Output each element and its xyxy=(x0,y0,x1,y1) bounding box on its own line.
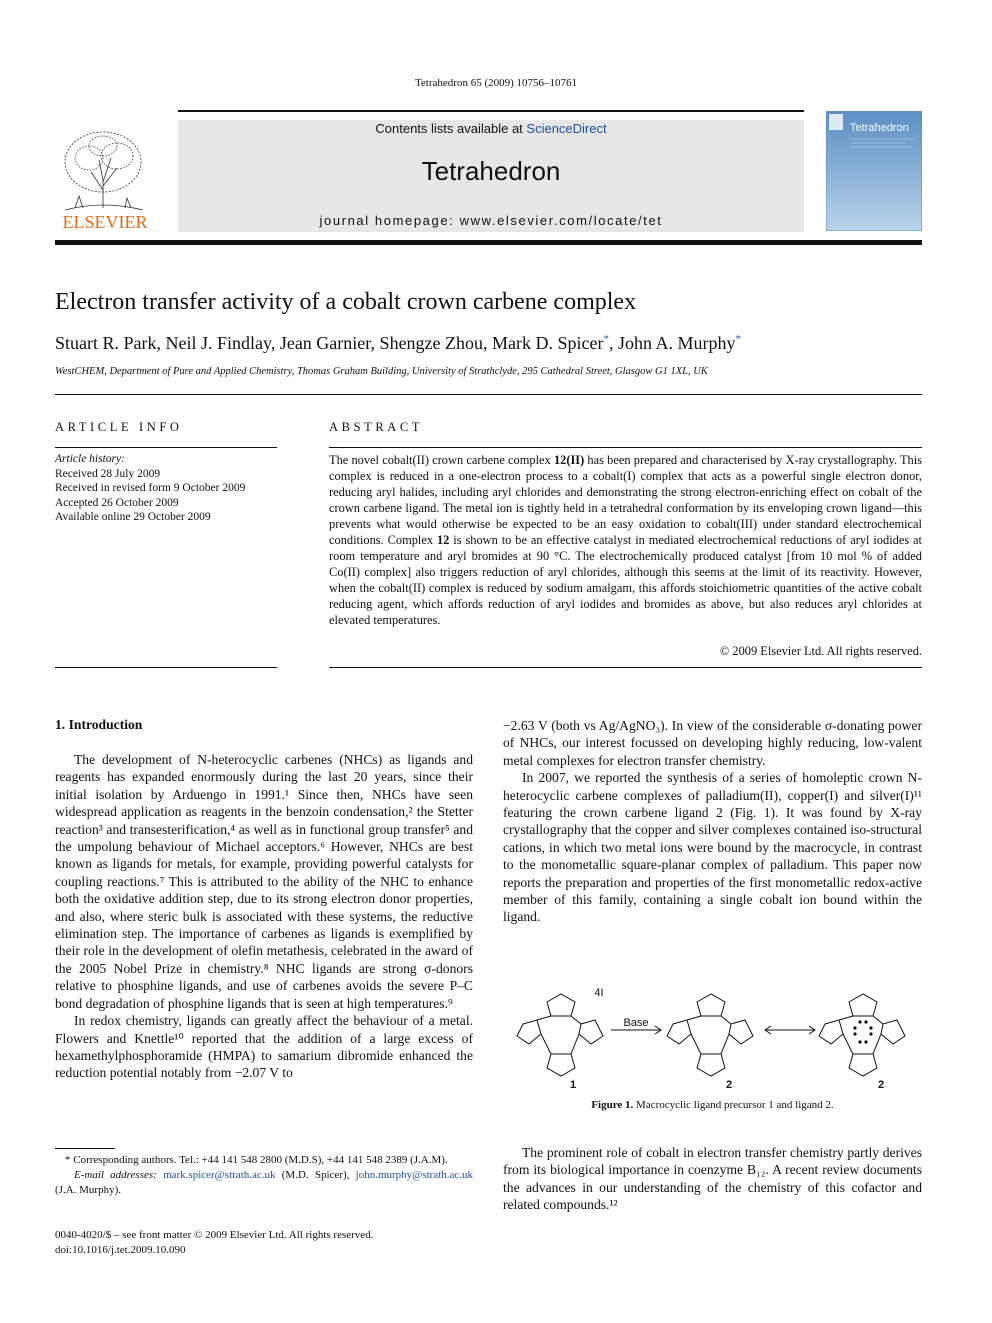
authors-separator: , xyxy=(609,333,618,353)
contents-line xyxy=(178,121,804,136)
divider xyxy=(55,447,277,448)
caption-text: Macrocyclic ligand precursor 1 and ligand 2. xyxy=(633,1099,834,1111)
divider xyxy=(55,667,277,668)
issn-line: 0040-4020/$ – see front matter © 2009 Elsevier Ltd. All rights reserved. xyxy=(55,1229,374,1241)
email-footnote xyxy=(55,1168,473,1198)
journal-cover-thumbnail xyxy=(826,111,922,231)
email-owner: (J.A. Murphy). xyxy=(55,1184,121,1196)
journal-reference: Tetrahedron 65 (2009) 10756–10761 xyxy=(414,77,578,89)
macrocycle-2a xyxy=(667,994,753,1076)
compound-label: 1 xyxy=(569,1079,577,1091)
header-thick-rule xyxy=(55,240,922,245)
article-history xyxy=(55,452,277,525)
history-received: Received 28 July 2009 xyxy=(55,467,161,480)
abstract-text xyxy=(329,452,922,628)
body-column-left xyxy=(55,751,473,1082)
email-owner: (M.D. Spicer), xyxy=(275,1169,356,1181)
abstract-heading: ABSTRACT xyxy=(329,420,424,434)
compound-number: 12 xyxy=(436,533,450,547)
compound-label: 2 xyxy=(725,1079,733,1091)
figure-1-scheme xyxy=(503,980,922,1092)
sciencedirect-link[interactable]: ScienceDirect xyxy=(526,121,607,136)
history-label: Article history: xyxy=(55,453,125,465)
compound-number: 12(II) xyxy=(553,453,585,467)
paragraph: In redox chemistry, ligands can greatly affect the behaviour of a metal. Flowers and Knettle¹⁰ reported that the addition of a large excess of hexamethylphosphoramide (HMPA) to samarium dibromide enhanced the reduction potential notably from −2.07 V to xyxy=(55,1013,473,1081)
history-online: Available online 29 October 2009 xyxy=(55,511,211,523)
figure-1-caption xyxy=(503,1099,922,1111)
header-top-rule xyxy=(178,110,804,112)
abstract-text-a: The novel cobalt(II) crown carbene complex xyxy=(329,453,554,467)
history-accepted: Accepted 26 October 2009 xyxy=(55,496,179,509)
email-link-spicer[interactable]: mark.spicer@strath.ac.uk xyxy=(163,1169,276,1181)
elsevier-wordmark: ELSEVIER xyxy=(62,212,148,232)
divider xyxy=(329,447,922,448)
footnotes xyxy=(55,1153,473,1198)
macrocycle-1 xyxy=(517,994,603,1076)
cover-title: Tetrahedron xyxy=(850,122,909,134)
corresponding-footnote: * Corresponding authors. Tel.: +44 141 548 2800 (M.D.S), +44 141 548 2389 (J.A.M). xyxy=(65,1154,448,1166)
email-link-murphy[interactable]: john.murphy@strath.ac.uk xyxy=(355,1169,473,1181)
authors-part1: Stuart R. Park, Neil J. Findlay, Jean Garnier, Shengze Zhou, Mark D. Spicer xyxy=(55,333,604,353)
abstract-copyright: © 2009 Elsevier Ltd. All rights reserved. xyxy=(719,644,922,658)
paragraph: The development of N-heterocyclic carbenes (NHCs) as ligands and reagents has expanded enormously during the last 20 years, since their initial isolation by Arduengo in 1991.¹ Since then, NHCs have seen widespread application as reagents in the benzoin condensation,² the Stetter reaction³ and transesterification,⁴ as well as in functional group transfer⁵ and the umpolung behaviour of Michael acceptors.⁶ However, NHCs are best known as ligands for metals, for example, providing powerful catalysts for coupling reactions.⁷ This is attributed to the ability of the NHC to enhance both the oxidative addition step, due to its strong electron donor properties, and also, where steric bulk is associated with these systems, the reductive elimination step. The importance of carbenes as ligands is exemplified by their role in the development of olefin metathesis, celebrated in the award of the 2005 Nobel Prize in chemistry.⁸ NHC ligands are strong σ-donors relative to phosphine ligands, and use of carbenes avoids the severe P–C bond degradation of phosphine ligands that is seen at high temperatures.⁹ xyxy=(55,752,473,1011)
homepage-prefix: journal homepage: xyxy=(319,213,460,228)
journal-homepage xyxy=(178,213,804,228)
macrocycle-2b xyxy=(819,994,905,1076)
article-info-heading: ARTICLE INFO xyxy=(55,420,183,434)
divider xyxy=(55,394,922,395)
journal-name: Tetrahedron xyxy=(421,156,561,186)
footnote-rule xyxy=(55,1148,115,1149)
history-revised: Received in revised form 9 October 2009 xyxy=(55,482,246,494)
abstract-text-c: is shown to be an effective catalyst in mediated electrochemical reductions of aryl iodides at room temperature and aryl bromides at 90 °C. The electrochemically produced catalyst [from 10 mol % of added Co(II) complex] also triggers reduction of aryl chlorides, although this seems at the limit of its reactivity. However, when the cobalt(II) complex is reduced by sodium amalgam, this affords stoichiometric quantities of the active cobalt reducing agent, which affords reduction of aryl iodides and bromides as above, but also reduces aryl chlorides at elevated temperatures. xyxy=(329,533,923,627)
contents-prefix: Contents lists available at xyxy=(375,121,527,136)
authors-part2: John A. Murphy xyxy=(618,333,736,353)
caption-label: Figure 1. xyxy=(591,1099,634,1111)
affiliation: WestCHEM, Department of Pure and Applied Chemistry, Thomas Graham Building, University of Strathclyde, 295 Cathedral Street, Glasgow G1 1XL, UK xyxy=(55,366,708,377)
author-list xyxy=(55,333,741,354)
body-column-right xyxy=(503,717,922,926)
corresponding-mark[interactable]: * xyxy=(735,333,742,345)
compound-label: 2 xyxy=(877,1079,885,1091)
arrow-label-base: Base xyxy=(623,1017,649,1029)
counterion-label: 4I xyxy=(594,987,604,999)
homepage-url[interactable]: www.elsevier.com/locate/tet xyxy=(459,213,663,228)
paragraph-continued: −2.63 V (both vs Ag/AgNO₃). In view of the considerable σ-donating power of NHCs, our interest focussed on developing highly reducing, low-valent metal complexes for electron transfer chemistry. xyxy=(503,718,922,768)
email-label: E-mail addresses: xyxy=(74,1169,164,1181)
paragraph: In 2007, we reported the synthesis of a series of homoleptic crown N-heterocyclic carbene complexes of palladium(II), copper(I) and silver(I)¹¹ featuring the crown carbene ligand 2 (Fig. 1). It was found by X-ray crystallography that the copper and silver complexes contained iso-structural cations, in which two metal ions were bound by the macrocycle, in contrast to the monometallic square-planar complex of palladium. This paper now reports the preparation and properties of the first monometallic redox-active member of this family, containing a single cobalt ion bound within the ligand. xyxy=(503,770,922,925)
abstract-text-b: has been prepared and characterised by X-ray crystallography. This complex is reduced in a one-electron process to a cobalt(I) complex that acts as a powerful single electron donor, reducing aryl halides, including aryl chlorides and demonstrating the strong electron-enriching effect on cobalt of the crown carbene ligand. The metal ion is tightly held in a tetrahedral conformation by its enveloping crown ligand—this prevents what would otherwise be expected to be an easy oxidation to cobalt(III) under standard electrochemical conditions. Complex xyxy=(329,453,922,547)
divider xyxy=(329,667,922,668)
elsevier-tree-logo xyxy=(55,120,155,232)
corresponding-mark[interactable]: * xyxy=(603,333,609,345)
section-heading-introduction: 1. Introduction xyxy=(55,717,143,732)
doi-line[interactable]: doi:10.1016/j.tet.2009.10.090 xyxy=(55,1244,186,1256)
paragraph: The prominent role of cobalt in electron transfer chemistry partly derives from its biological importance in coenzyme B₁₂. A recent review documents the advances in our understanding of the chemistry of this cofactor and related compounds.¹² xyxy=(503,1145,922,1213)
body-column-right-lower xyxy=(503,1144,922,1214)
issn-doi xyxy=(55,1228,473,1258)
article-title: Electron transfer activity of a cobalt crown carbene complex xyxy=(55,289,637,315)
